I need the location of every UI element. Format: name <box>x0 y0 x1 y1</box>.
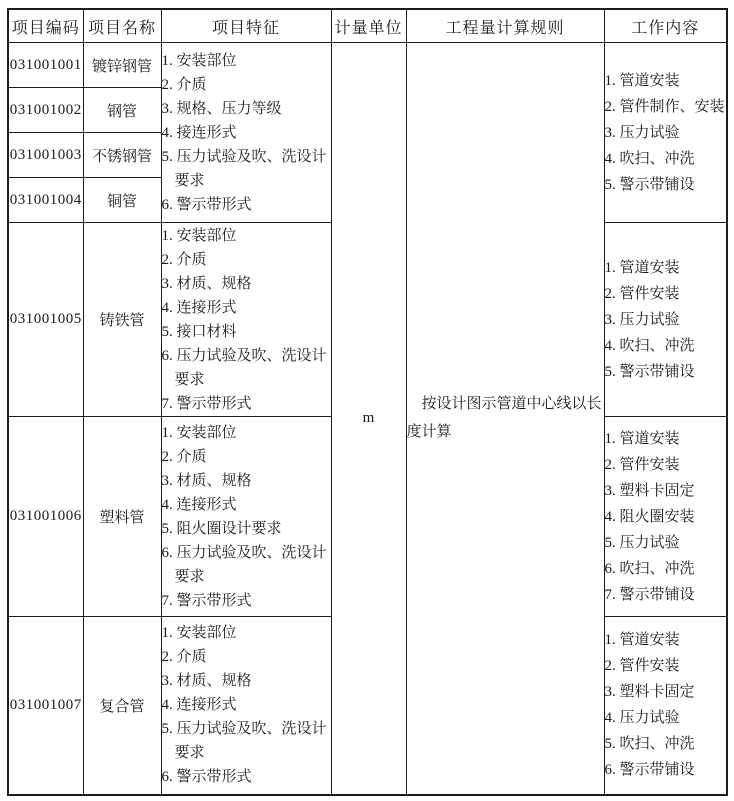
list-item: 1. 安装部位 <box>161 625 237 642</box>
cell-project-name: 镀锌钢管 <box>83 43 161 88</box>
list-item: 1. 安装部位 <box>161 424 237 441</box>
list-item: 3. 材质、规格 <box>161 275 252 292</box>
list-item: 5. 吹扫、冲洗 <box>604 736 695 753</box>
list-item: 5. 压力试验及吹、洗设计要求 <box>161 148 327 189</box>
list-item: 6. 压力试验及吹、洗设计要求 <box>161 347 327 388</box>
list-item: 3. 材质、规格 <box>161 673 252 690</box>
list-item: 1. 安装部位 <box>161 227 237 244</box>
cell-features-section-4 <box>161 617 331 795</box>
list-item: 2. 介质 <box>161 448 207 465</box>
cell-work-section-3 <box>604 417 727 617</box>
cell-unit-value: m <box>331 43 406 795</box>
col-header-calc-rule: 工程量计算规则 <box>406 9 604 43</box>
cell-calc-rule <box>406 43 604 795</box>
cell-work-section-2 <box>604 223 727 417</box>
list-item: 2. 介质 <box>161 76 207 93</box>
list-item: 4. 连接形式 <box>161 299 237 316</box>
list-item: 5. 压力试验 <box>604 534 680 551</box>
cell-project-name: 铜管 <box>83 178 161 223</box>
list-item: 3. 材质、规格 <box>161 472 252 489</box>
list-item: 1. 管道安装 <box>604 72 680 89</box>
list-item: 2. 介质 <box>161 649 207 666</box>
list-item: 2. 管件安装 <box>604 285 680 302</box>
calc-rule-text: 按设计图示管道中心线以长度计算 <box>406 396 602 441</box>
list-item: 4. 吹扫、冲洗 <box>604 337 695 354</box>
cell-work-section-1 <box>604 43 727 223</box>
cell-project-name: 不锈钢管 <box>83 133 161 178</box>
list-item: 4. 吹扫、冲洗 <box>604 150 695 167</box>
list-item: 2. 管件制作、安装 <box>604 98 725 115</box>
cell-project-code: 031001007 <box>8 617 83 795</box>
cell-project-code: 031001004 <box>8 178 83 223</box>
cell-project-code: 031001003 <box>8 133 83 178</box>
cell-project-code: 031001002 <box>8 88 83 133</box>
col-header-work-content: 工作内容 <box>604 9 727 43</box>
list-item: 6. 吹扫、冲洗 <box>604 560 695 577</box>
cell-project-code: 031001001 <box>8 43 83 88</box>
list-item: 5. 阻火圈设计要求 <box>161 520 282 537</box>
list-item: 1. 管道安装 <box>604 430 680 447</box>
cell-project-name: 塑料管 <box>83 417 161 617</box>
list-item: 4. 连接形式 <box>161 697 237 714</box>
list-item: 2. 管件安装 <box>604 658 680 675</box>
cell-work-section-4 <box>604 617 727 795</box>
list-item: 7. 警示带铺设 <box>604 586 695 603</box>
list-item: 2. 管件安装 <box>604 456 680 473</box>
list-item: 7. 警示带形式 <box>161 395 252 412</box>
list-item: 6. 警示带铺设 <box>604 762 695 779</box>
list-item: 7. 警示带形式 <box>161 592 252 609</box>
cell-features-section-2 <box>161 223 331 417</box>
list-item: 2. 介质 <box>161 251 207 268</box>
list-item: 6. 压力试验及吹、洗设计要求 <box>161 544 327 585</box>
list-item: 5. 压力试验及吹、洗设计要求 <box>161 721 327 762</box>
col-header-unit: 计量单位 <box>331 9 406 43</box>
cell-features-section-1 <box>161 43 331 223</box>
list-item: 1. 管道安装 <box>604 632 680 649</box>
cell-project-code: 031001006 <box>8 417 83 617</box>
list-item: 4. 连接形式 <box>161 496 237 513</box>
list-item: 3. 规格、压力等级 <box>161 100 282 117</box>
list-item: 5. 警示带铺设 <box>604 363 695 380</box>
list-item: 3. 塑料卡固定 <box>604 684 695 701</box>
list-item: 4. 接连形式 <box>161 124 237 141</box>
list-item: 4. 阻火圈安装 <box>604 508 695 525</box>
list-item: 3. 塑料卡固定 <box>604 482 695 499</box>
list-item: 3. 压力试验 <box>604 311 680 328</box>
cell-project-code: 031001005 <box>8 223 83 417</box>
cell-project-name: 钢管 <box>83 88 161 133</box>
cell-project-name: 铸铁管 <box>83 223 161 417</box>
list-item: 6. 警示带形式 <box>161 769 252 786</box>
list-item: 6. 警示带形式 <box>161 196 252 213</box>
table-row <box>8 43 727 88</box>
list-item: 5. 警示带铺设 <box>604 176 695 193</box>
col-header-project-code: 项目编码 <box>8 9 83 43</box>
cell-project-name: 复合管 <box>83 617 161 795</box>
col-header-project-name: 项目名称 <box>83 9 161 43</box>
col-header-project-features: 项目特征 <box>161 9 331 43</box>
list-item: 4. 压力试验 <box>604 710 680 727</box>
pipe-spec-table <box>7 8 728 796</box>
list-item: 5. 接口材料 <box>161 323 237 340</box>
list-item: 1. 安装部位 <box>161 52 237 69</box>
list-item: 1. 管道安装 <box>604 259 680 276</box>
header-row <box>8 9 727 43</box>
list-item: 3. 压力试验 <box>604 124 680 141</box>
cell-features-section-3 <box>161 417 331 617</box>
